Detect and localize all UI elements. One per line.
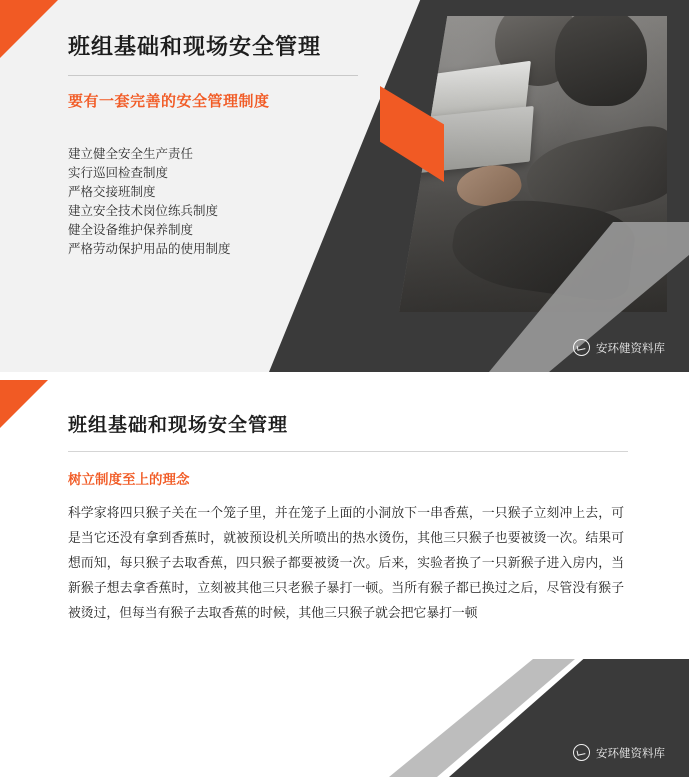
slide-one (0, 0, 689, 372)
watermark-label: 安环健资料库 (596, 747, 665, 760)
watermark-badge (573, 339, 665, 356)
watermark-badge-two (573, 744, 665, 761)
list-item: 严格劳动保护用品的使用制度 (68, 242, 231, 256)
wechat-logo-icon (573, 744, 590, 761)
list-item: 健全设备维护保养制度 (68, 223, 194, 237)
list-item: 严格交接班制度 (68, 185, 156, 199)
slide-one-bullet-list (68, 145, 689, 259)
slide-one-subtitle: 要有一套完善的安全管理制度 (68, 93, 270, 110)
slide-two (0, 380, 689, 777)
wechat-logo-icon (573, 339, 590, 356)
slide-two-title: 班组基础和现场安全管理 (68, 415, 289, 436)
slide-two-divider (68, 451, 628, 452)
list-item: 实行巡回检查制度 (68, 166, 169, 180)
list-item: 建立健全安全生产责任 (68, 147, 194, 161)
slide-two-subtitle: 树立制度至上的理念 (68, 472, 190, 487)
slide-separator (0, 372, 689, 380)
slide-one-content (0, 0, 689, 259)
watermark-label: 安环健资料库 (596, 342, 665, 355)
slide-two-body-text: 科学家将四只猴子关在一个笼子里，并在笼子上面的小洞放下一串香蕉，一只猴子立刻冲上去，可是当它还没有拿到香蕉时，就被预设机关所喷出的热水烫伤，其他三只猴子也要被烫一次。结果可想而知，每只猴子去取香蕉，四只猴子都要被烫一次。后来，实验者换了一只新猴子进入房内，当新猴子想去拿香蕉时，立刻被其他三只老猴子暴打一顿。当所有猴子都已换过之后，尽管没有猴子被烫过，但每当有猴子去取香蕉的时候，其他三只猴子就会把它暴打一顿 (68, 505, 624, 620)
list-item: 建立安全技术岗位练兵制度 (68, 204, 219, 218)
slide-two-content (0, 380, 689, 625)
slide-one-divider (68, 75, 358, 76)
slide-one-title: 班组基础和现场安全管理 (68, 34, 322, 59)
